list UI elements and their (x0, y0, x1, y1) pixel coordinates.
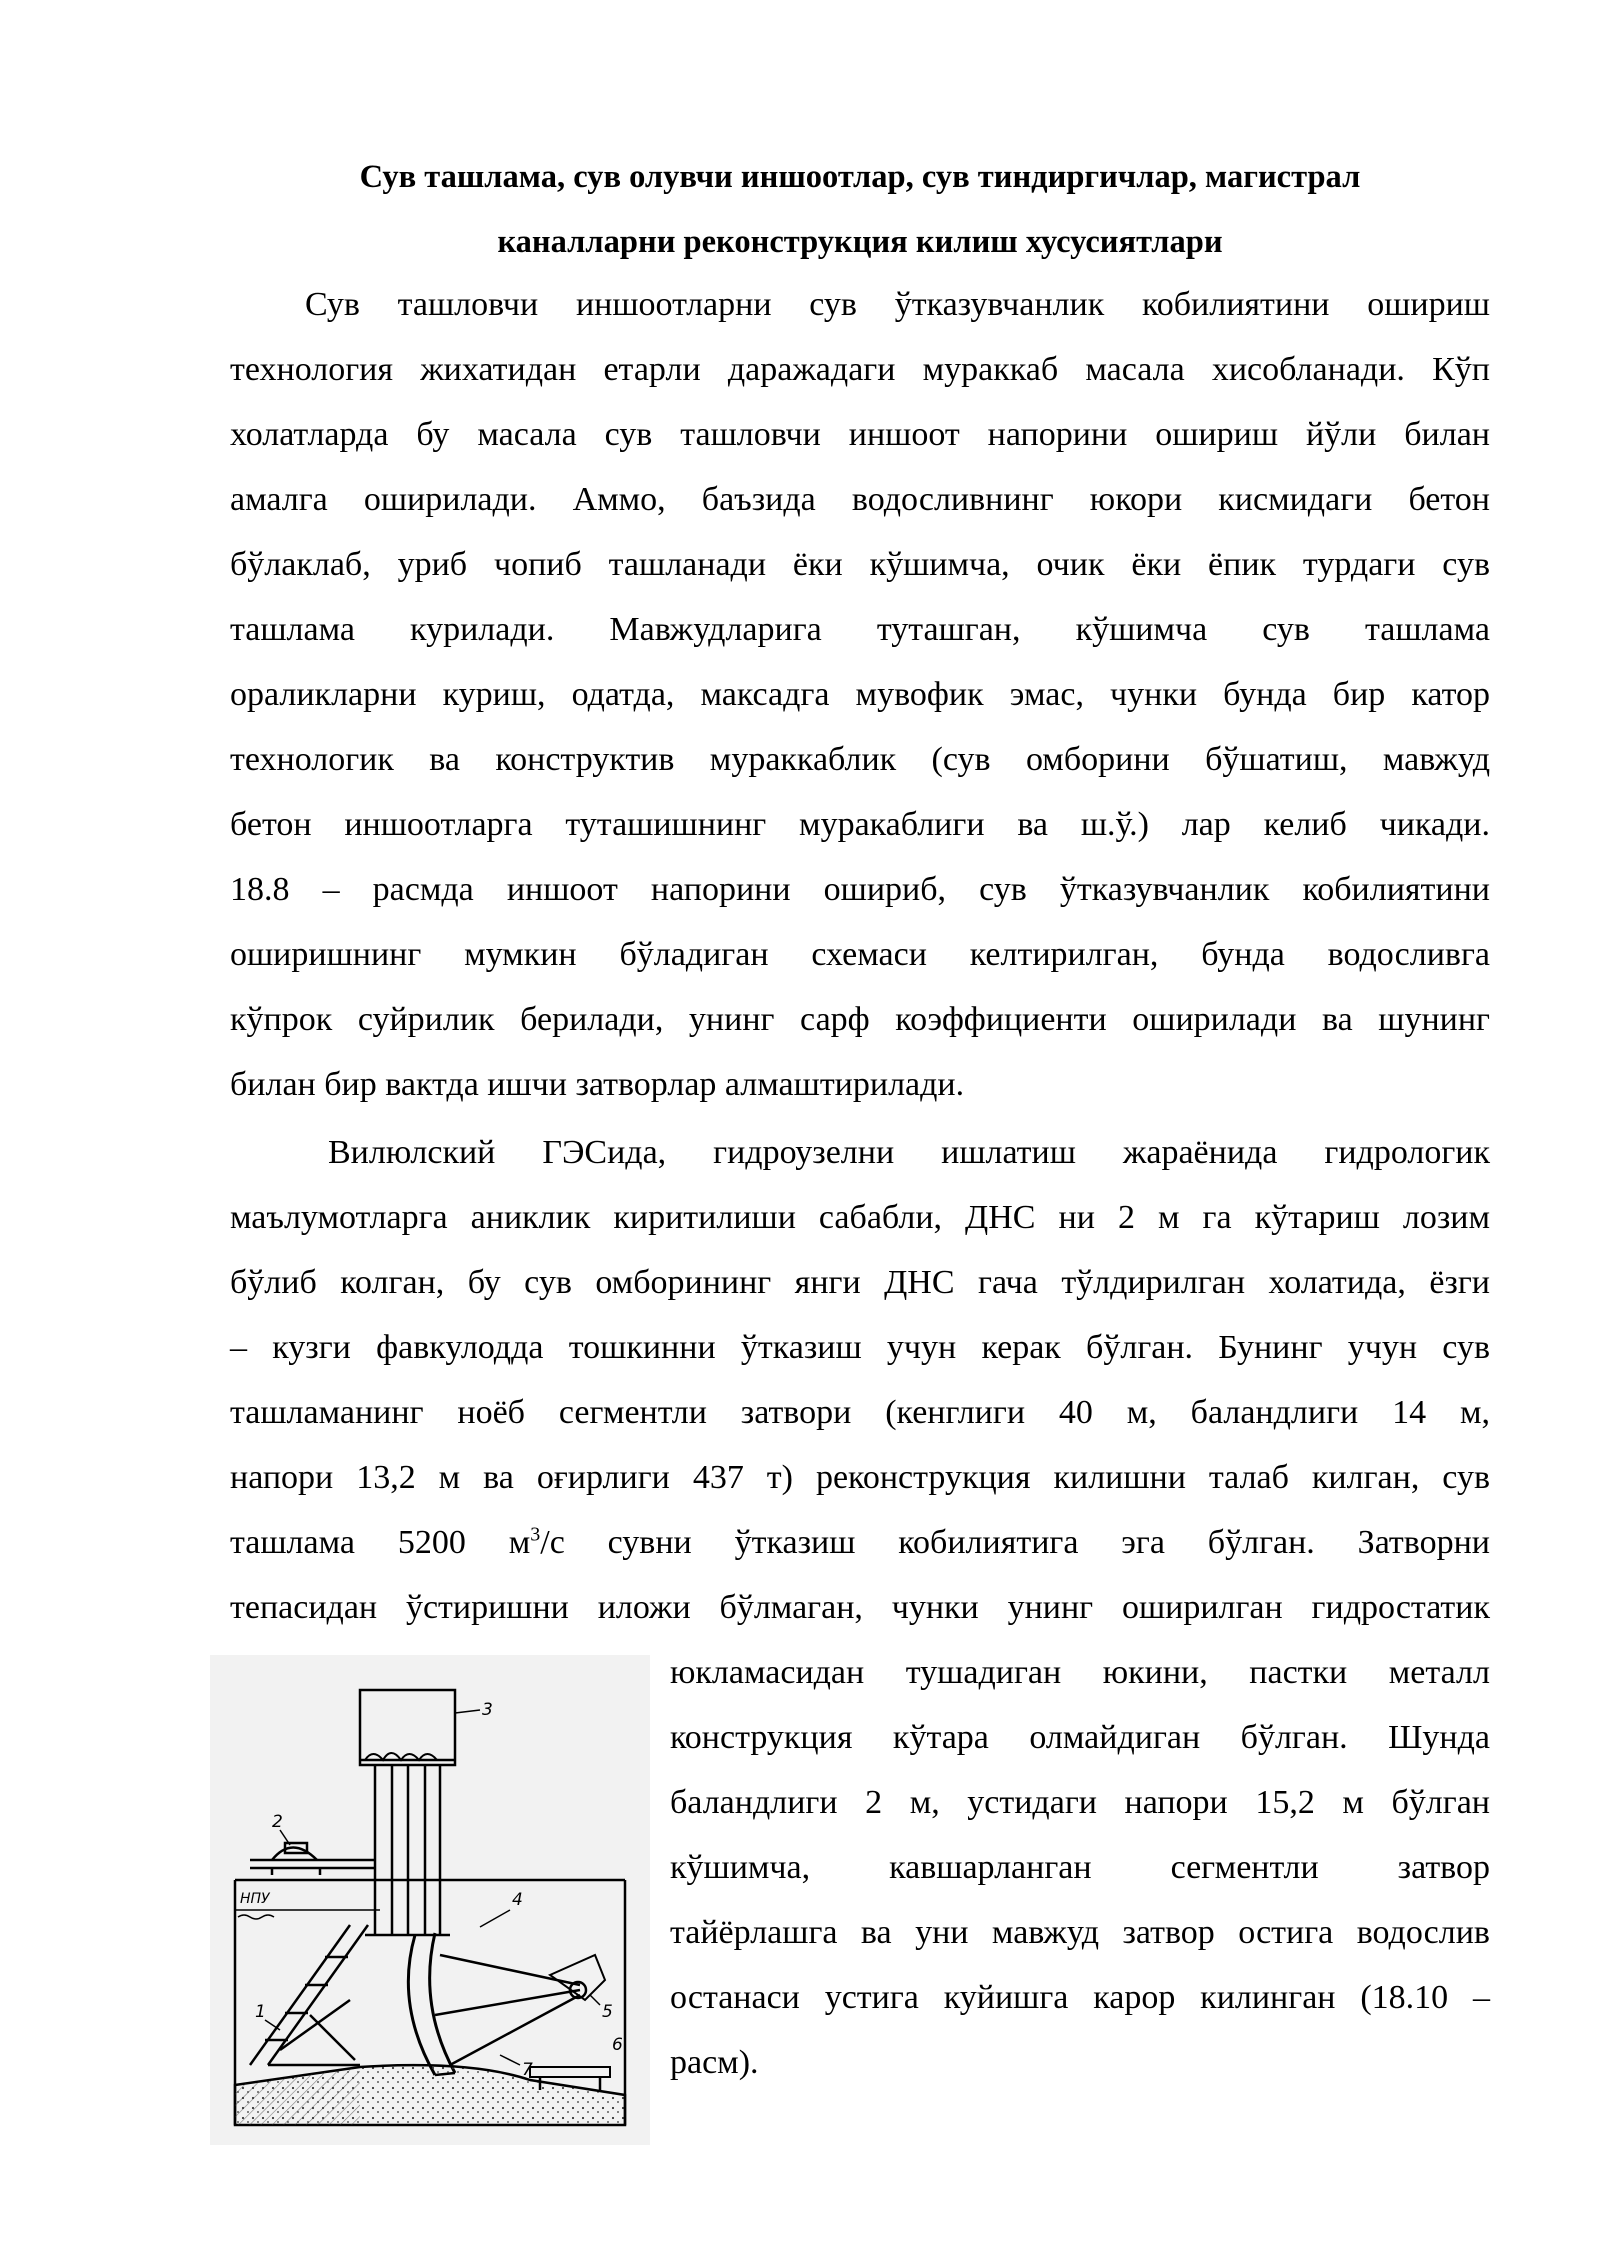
text-line: конструкция кўтара олмайдиган бўлган. Шунда (670, 1719, 1490, 1756)
text-line: амалга оширилади. Аммо, баъзида водосливнинг юкори кисмидаги бетон (230, 481, 1490, 518)
text-line: ораликларни куриш, одатда, максадга мувофик эмас, чунки бунда бир катор (230, 676, 1490, 713)
text-line: билан бир вактда ишчи затворлар алмаштирилади. (230, 1066, 965, 1103)
text-line: напори 13,2 м ва оғирлиги 437 т) реконструкция килишни талаб килган, сув (230, 1459, 1490, 1496)
text-line: расм). (670, 2044, 759, 2081)
title-line-1: Сув ташлама, сув олувчи иншоотлар, сув тиндиргичлар, магистрал (359, 159, 1361, 195)
figure-label: 7 (522, 2060, 533, 2080)
gate-diagram (210, 1655, 650, 2145)
figure-label-npu: НПУ (240, 1891, 270, 1907)
text-segment: ташлама 5200 м (230, 1524, 531, 1561)
figure-label: 1 (255, 2002, 266, 2022)
figure-label: 2 (272, 1812, 283, 1832)
text-line: технология жихатидан етарли даражадаги мураккаб масала хисобланади. Кўп (230, 351, 1490, 388)
figure-label: 3 (482, 1700, 493, 1720)
text-line: бўлиб колган, бу сув омборининг янги ДНС гача тўлдирилган холатида, ёзги (230, 1264, 1490, 1301)
text-line-with-superscript (230, 1523, 1490, 1563)
text-line: бетон иншоотларга туташишнинг муракаблиги ва ш.ў.) лар келиб чикади. (230, 806, 1490, 843)
text-line: ташлама курилади. Мавжудларига туташган, кўшимча сув ташлама (230, 611, 1490, 648)
text-line: кўшимча, кавшарланган сегментли затвор (670, 1849, 1490, 1886)
text-line: Вилюлский ГЭСида, гидроузелни ишлатиш жараёнида гидрологик (328, 1134, 1490, 1171)
text-line: останаси устига куйишга карор килинган (18.10 – (670, 1979, 1490, 2016)
figure-label: 6 (612, 2035, 623, 2055)
text-line: кўпрок суйрилик берилади, унинг сарф коэффициенти оширилади ва шунинг (230, 1001, 1490, 1038)
text-line: маълумотларга аниклик киритилиши сабабли, ДНС ни 2 м га кўтариш лозим (230, 1199, 1490, 1236)
text-line: 18.8 – расмда иншоот напорини ошириб, сув ўтказувчанлик кобилиятини (230, 871, 1490, 908)
text-line: юкламасидан тушадиган юкини, пастки металл (670, 1654, 1490, 1691)
text-line: технологик ва конструктив мураккаблик (сув омборини бўшатиш, мавжуд (230, 741, 1490, 778)
text-line: ташламанинг ноёб сегментли затвори (кенглиги 40 м, баландлиги 14 м, (230, 1394, 1490, 1431)
text-line: холатларда бу масала сув ташловчи иншоот напорини ошириш йўли билан (230, 416, 1490, 453)
text-segment: /с сувни ўтказиш кобилиятига эга бўлган. Затворни (540, 1524, 1490, 1561)
figure-label: 5 (602, 2002, 613, 2022)
figure-label: 4 (512, 1890, 523, 1910)
text-line: тепасидан ўстиришни иложи бўлмаган, чунки унинг оширилган гидростатик (230, 1589, 1490, 1626)
text-line: оширишнинг мумкин бўладиган схемаси келтирилган, бунда водосливга (230, 936, 1490, 973)
gate-diagram-figure (210, 1655, 650, 2145)
text-line: тайёрлашга ва уни мавжуд затвор остига водослив (670, 1914, 1490, 1951)
text-line: бўлаклаб, уриб чопиб ташланади ёки кўшимча, очик ёки ёпик турдаги сув (230, 546, 1490, 583)
text-line: Сув ташловчи иншоотларни сув ўтказувчанлик кобилиятини ошириш (305, 286, 1490, 323)
text-line: – кузги фавкулодда тошкинни ўтказиш учун керак бўлган. Бунинг учун сув (230, 1329, 1490, 1366)
title-line-2: каналларни реконструкция килиш хусусиятлари (497, 224, 1223, 260)
text-line: баландлиги 2 м, устидаги напори 15,2 м бўлган (670, 1784, 1490, 1821)
superscript: 3 (530, 1523, 541, 1546)
